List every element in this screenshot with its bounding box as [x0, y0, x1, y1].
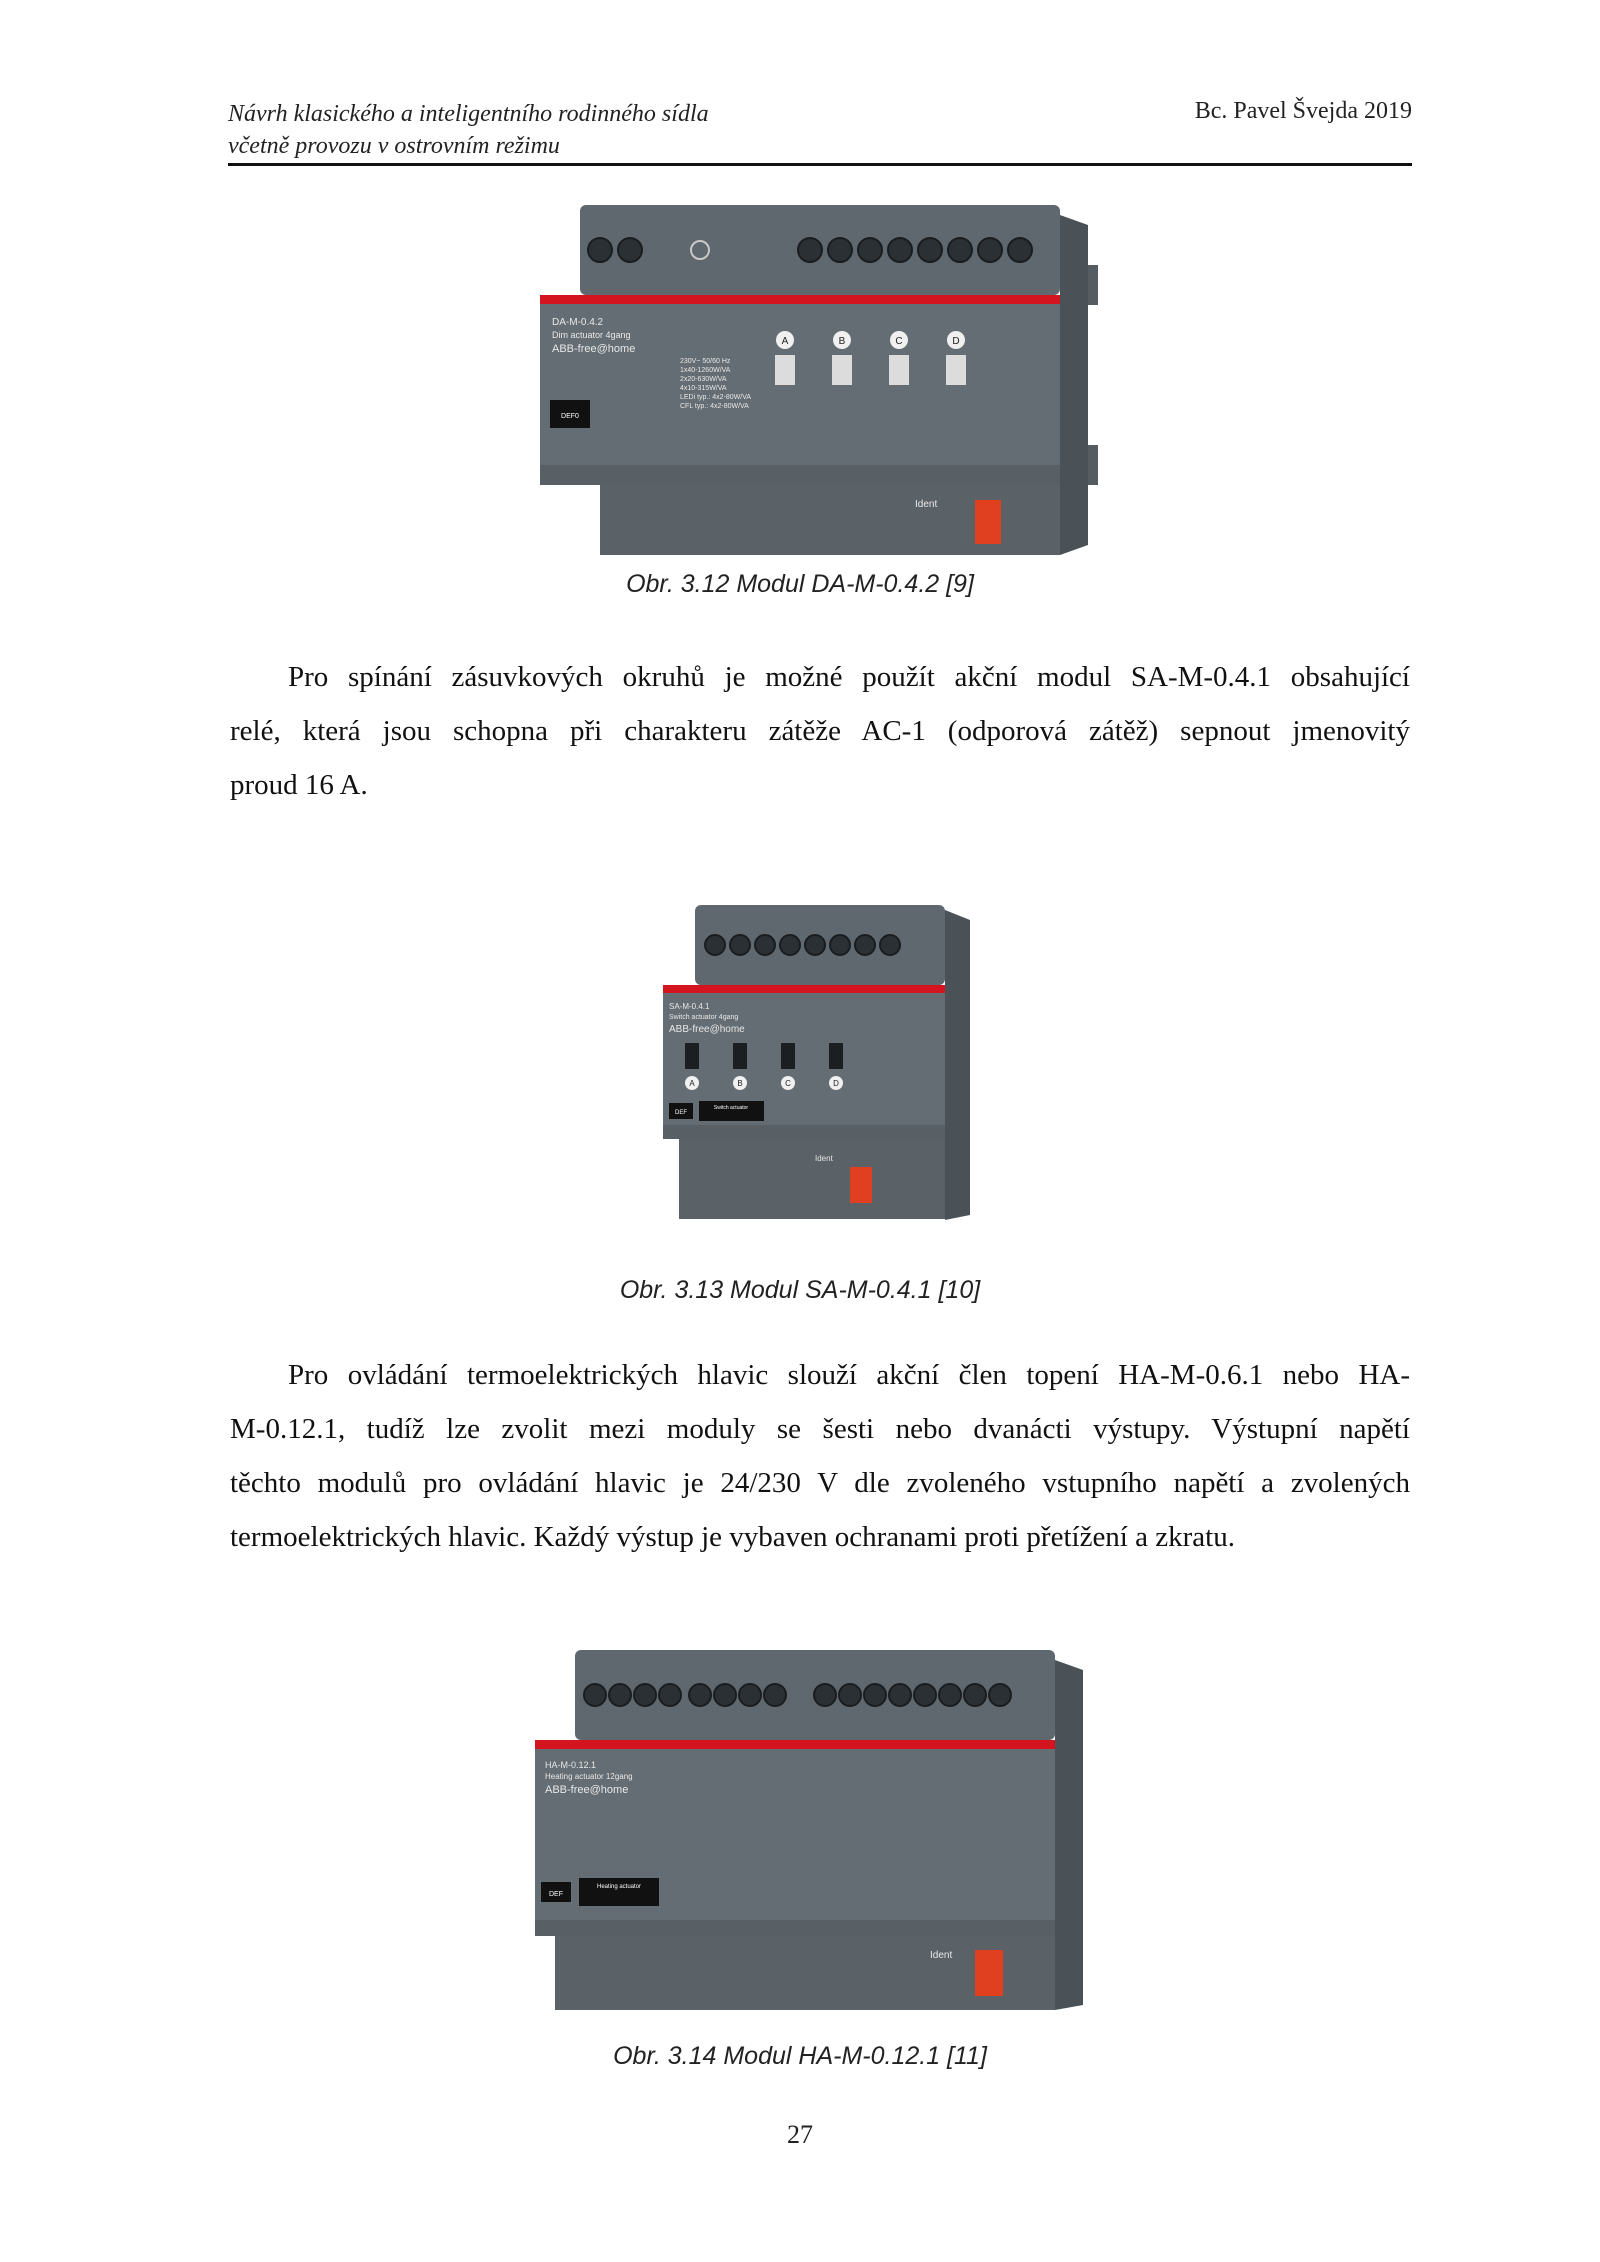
- device-model-label: DA-M-0.4.2: [552, 317, 604, 328]
- device-model-label: SA-M-0.4.1: [669, 1002, 710, 1011]
- ident-label: Ident: [815, 1154, 833, 1163]
- device-image-dim-actuator: [540, 205, 1100, 565]
- channel-b-label: B: [737, 1079, 743, 1088]
- paragraph-line: termoelektrických hlavic. Každý výstup je vybaven ochranami proti přetížení a zkratu.: [230, 1521, 1235, 1553]
- spec-line: 2x20-630W/VA: [680, 376, 727, 383]
- paragraph-heating-actuators: [230, 1348, 1410, 1564]
- device-type-label: Switch actuator 4gang: [669, 1014, 739, 1021]
- channel-c-label: C: [895, 336, 903, 347]
- spec-line: CFL typ.: 4x2-80W/VA: [680, 403, 749, 410]
- spec-line: 4x10-315W/VA: [680, 385, 727, 392]
- paragraph-socket-circuits: [230, 650, 1410, 812]
- channel-c-label: C: [785, 1079, 791, 1088]
- def-sticker: DEF: [549, 1891, 563, 1898]
- paragraph-line: Pro ovládání termoelektrických hlavic slouží akční člen topení HA-M-0.6.1 nebo HA-: [288, 1359, 1410, 1391]
- def-sticker: DEF: [675, 1110, 687, 1116]
- header-divider: [228, 163, 1412, 166]
- device-image-heating-actuator: [535, 1650, 1095, 2020]
- paragraph-line: Pro spínání zásuvkových okruhů je možné použít akční modul SA-M-0.4.1 obsahující: [288, 661, 1410, 693]
- paragraph-line: relé, která jsou schopna při charakteru zátěže AC-1 (odporová zátěž) sepnout jmenovitý: [230, 715, 1410, 747]
- ident-label: Ident: [930, 1950, 953, 1961]
- running-header-title: [228, 98, 709, 162]
- figure-caption-3-12: Obr. 3.12 Modul DA-M-0.4.2 [9]: [626, 570, 974, 598]
- device-type-label: Dim actuator 4gang: [552, 330, 631, 340]
- page-number: 27: [787, 2120, 813, 2149]
- figure-caption-3-14: Obr. 3.14 Modul HA-M-0.12.1 [11]: [613, 2042, 987, 2070]
- device-type-label: Heating actuator 12gang: [545, 1772, 633, 1781]
- sticker-label: Switch actuator: [713, 1105, 749, 1111]
- paragraph-line: proud 16 A.: [230, 769, 368, 801]
- figure-sa-m-0-4-1: [655, 905, 975, 1225]
- spec-line: 1x40-1260W/VA: [680, 367, 731, 374]
- spec-line: 230V~ 50/60 Hz: [680, 358, 731, 365]
- brand-label: ABB-free@home: [552, 343, 636, 355]
- figure-caption-3-13: Obr. 3.13 Modul SA-M-0.4.1 [10]: [619, 1276, 981, 1304]
- brand-label: ABB-free@home: [545, 1784, 629, 1796]
- channel-b-label: B: [838, 336, 846, 347]
- paragraph-line: M-0.12.1, tudíž lze zvolit mezi moduly se šesti nebo dvanácti výstupy. Výstupní napětí: [230, 1413, 1410, 1445]
- paragraph-line: těchto modulů pro ovládání hlavic je 24/230 V dle zvoleného vstupního napětí a zvolených: [230, 1467, 1410, 1499]
- sticker-label: Heating actuator: [596, 1884, 642, 1890]
- brand-label: ABB-free@home: [669, 1024, 745, 1035]
- channel-d-label: D: [833, 1079, 839, 1088]
- spec-line: LEDi typ.: 4x2-80W/VA: [680, 394, 752, 401]
- figure-ha-m-0-12-1: [535, 1650, 1095, 2020]
- header-title-line-1: Návrh klasického a inteligentního rodinného sídla: [228, 101, 709, 127]
- device-image-switch-actuator: [655, 905, 975, 1225]
- figure-da-m-0-4-2: [540, 205, 1100, 565]
- def-sticker: DEF0: [561, 413, 579, 420]
- header-author: Bc. Pavel Švejda 2019: [1194, 98, 1412, 124]
- channel-d-label: D: [952, 336, 960, 347]
- device-model-label: HA-M-0.12.1: [545, 1760, 597, 1770]
- channel-a-label: A: [689, 1079, 695, 1088]
- ident-label: Ident: [915, 499, 938, 510]
- channel-a-label: A: [781, 336, 789, 347]
- header-title-line-2: včetně provozu v ostrovním režimu: [228, 133, 560, 159]
